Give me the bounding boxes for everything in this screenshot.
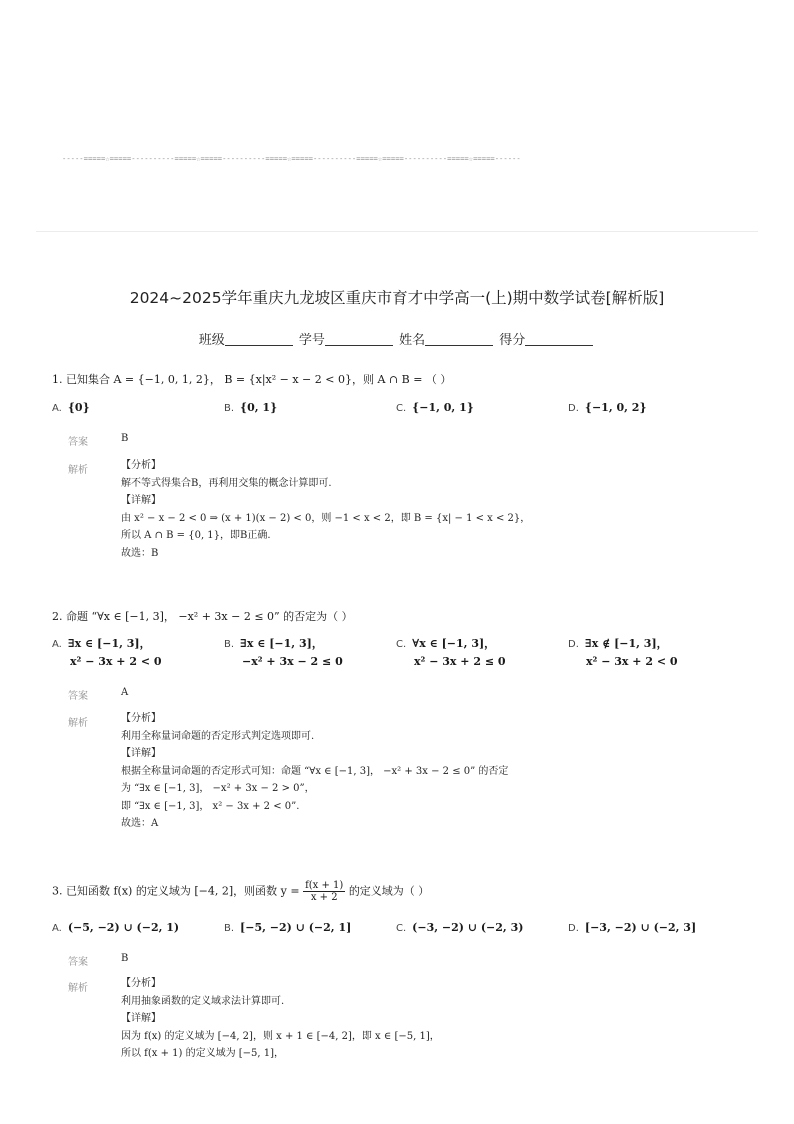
q2-detail-line-2: 为 “∃x ∈ [−1, 3]， −x² + 3x − 2 > 0”，: [121, 783, 315, 794]
q1-option-b[interactable]: B. {0, 1}: [224, 401, 278, 414]
q1-fenxi-heading: 【分析】: [121, 460, 161, 471]
q2-solution: [121, 710, 508, 833]
student-id-blank[interactable]: [325, 332, 393, 346]
q3-option-b[interactable]: B. [−5, −2) ∪ (−2, 1]: [224, 921, 352, 934]
q1-solution: [121, 457, 530, 562]
q2-option-c[interactable]: C. ∀x ∈ [−1, 3]， x² − 3x + 2 ≤ 0: [396, 637, 506, 668]
q2-answer-label: 答案: [68, 691, 88, 702]
class-label: 班级: [198, 333, 225, 348]
q1-option-a[interactable]: A. {0}: [52, 401, 90, 414]
q3-stem-start: 3. 已知函数 f(x) 的定义域为 [−4, 2]，则函数 y =: [52, 884, 300, 898]
q3-solution: [121, 975, 440, 1063]
q2-detail-line-4: 故选：A: [121, 818, 159, 829]
score-blank[interactable]: [525, 332, 593, 346]
student-info-bar: [0, 329, 794, 348]
decorative-divider: -----=====☆=====----------=====☆=====----------=====☆=====----------=====☆=====----------=====☆=====------: [62, 154, 521, 163]
question-2-stem: 2. 命题 “∀x ∈ [−1, 3]， −x² + 3x − 2 ≤ 0” 的否定为（ ）: [52, 610, 353, 623]
student-id-label: 学号: [298, 333, 325, 348]
q3-stem-end: 的定义域为（ ）: [348, 884, 430, 898]
question-1-stem: 1. 已知集合 A = {−1, 0, 1, 2}， B = {x|x² − x − 2 < 0}，则 A ∩ B = （ ）: [52, 373, 452, 386]
q1-detail-line-2: 所以 A ∩ B = {0, 1}，即B正确.: [121, 530, 271, 541]
q1-option-d[interactable]: D. {−1, 0, 2}: [568, 401, 647, 414]
q1-xiangjie-heading: 【详解】: [121, 495, 161, 506]
q2-option-a[interactable]: A. ∃x ∈ [−1, 3]， x² − 3x + 2 < 0: [52, 637, 162, 668]
score-label: 得分: [499, 333, 526, 348]
q2-answer-value: A: [121, 687, 129, 698]
q2-detail-line-3: 即 “∃x ∈ [−1, 3]， x² − 3x + 2 < 0”.: [121, 800, 300, 812]
q1-fenxi-text: 解不等式得集合B，再利用交集的概念计算即可.: [121, 477, 332, 489]
q3-option-c[interactable]: C. (−3, −2) ∪ (−2, 3): [396, 921, 524, 934]
q2-option-d[interactable]: D. ∃x ∉ [−1, 3]， x² − 3x + 2 < 0: [568, 637, 678, 668]
q3-analysis-label: 解析: [68, 983, 88, 994]
q1-detail-line-3: 故选：B: [121, 547, 159, 559]
question-3-stem: [52, 880, 429, 903]
q3-fenxi-heading: 【分析】: [121, 978, 161, 989]
name-blank[interactable]: [425, 332, 493, 346]
q3-option-a[interactable]: A. (−5, −2) ∪ (−2, 1): [52, 921, 180, 934]
q2-option-b[interactable]: B. ∃x ∈ [−1, 3]， −x² + 3x − 2 ≤ 0: [224, 637, 343, 668]
q3-xiangjie-heading: 【详解】: [121, 1013, 161, 1024]
q3-option-d[interactable]: D. [−3, −2) ∪ (−2, 3]: [568, 921, 697, 934]
page-title: 2024~2025学年重庆九龙坡区重庆市育才中学高一(上)期中数学试卷[解析版]: [129, 289, 665, 307]
q3-detail-line-1: 因为 f(x) 的定义域为 [−4, 2]，则 x + 1 ∈ [−4, 2]，即 x ∈ [−5, 1]，: [121, 1030, 440, 1042]
q3-detail-line-2: 所以 f(x + 1) 的定义域为 [−5, 1]，: [121, 1048, 285, 1059]
q3-fraction-denominator: x + 2: [310, 892, 338, 903]
q1-analysis-label: 解析: [68, 465, 88, 476]
q1-detail-line-1: 由 x² − x − 2 < 0 ⇒ (x + 1)(x − 2) < 0，则 −1 < x < 2，即 B = {x| − 1 < x < 2}，: [121, 512, 531, 524]
q2-fenxi-text: 利用全称量词命题的否定形式判定选项即可.: [121, 730, 315, 742]
header-separator: [36, 231, 758, 232]
q2-detail-line-1: 根据全称量词命题的否定形式可知：命题 “∀x ∈ [−1, 3]， −x² + 3x − 2 ≤ 0” 的否定: [121, 765, 509, 777]
q3-fraction-numerator: f(x + 1): [305, 880, 344, 891]
q3-fraction: [303, 880, 345, 903]
q1-answer-label: 答案: [68, 437, 88, 448]
q3-fenxi-text: 利用抽象函数的定义域求法计算即可.: [121, 995, 285, 1007]
name-label: 姓名: [399, 333, 426, 348]
q3-answer-value: B: [121, 953, 129, 964]
class-blank[interactable]: [225, 332, 293, 346]
q3-answer-label: 答案: [68, 957, 88, 968]
q2-xiangjie-heading: 【详解】: [121, 748, 161, 759]
q2-analysis-label: 解析: [68, 718, 88, 729]
q2-fenxi-heading: 【分析】: [121, 713, 161, 724]
q1-answer-value: B: [121, 433, 129, 444]
q1-option-c[interactable]: C. {−1, 0, 1}: [396, 401, 474, 414]
